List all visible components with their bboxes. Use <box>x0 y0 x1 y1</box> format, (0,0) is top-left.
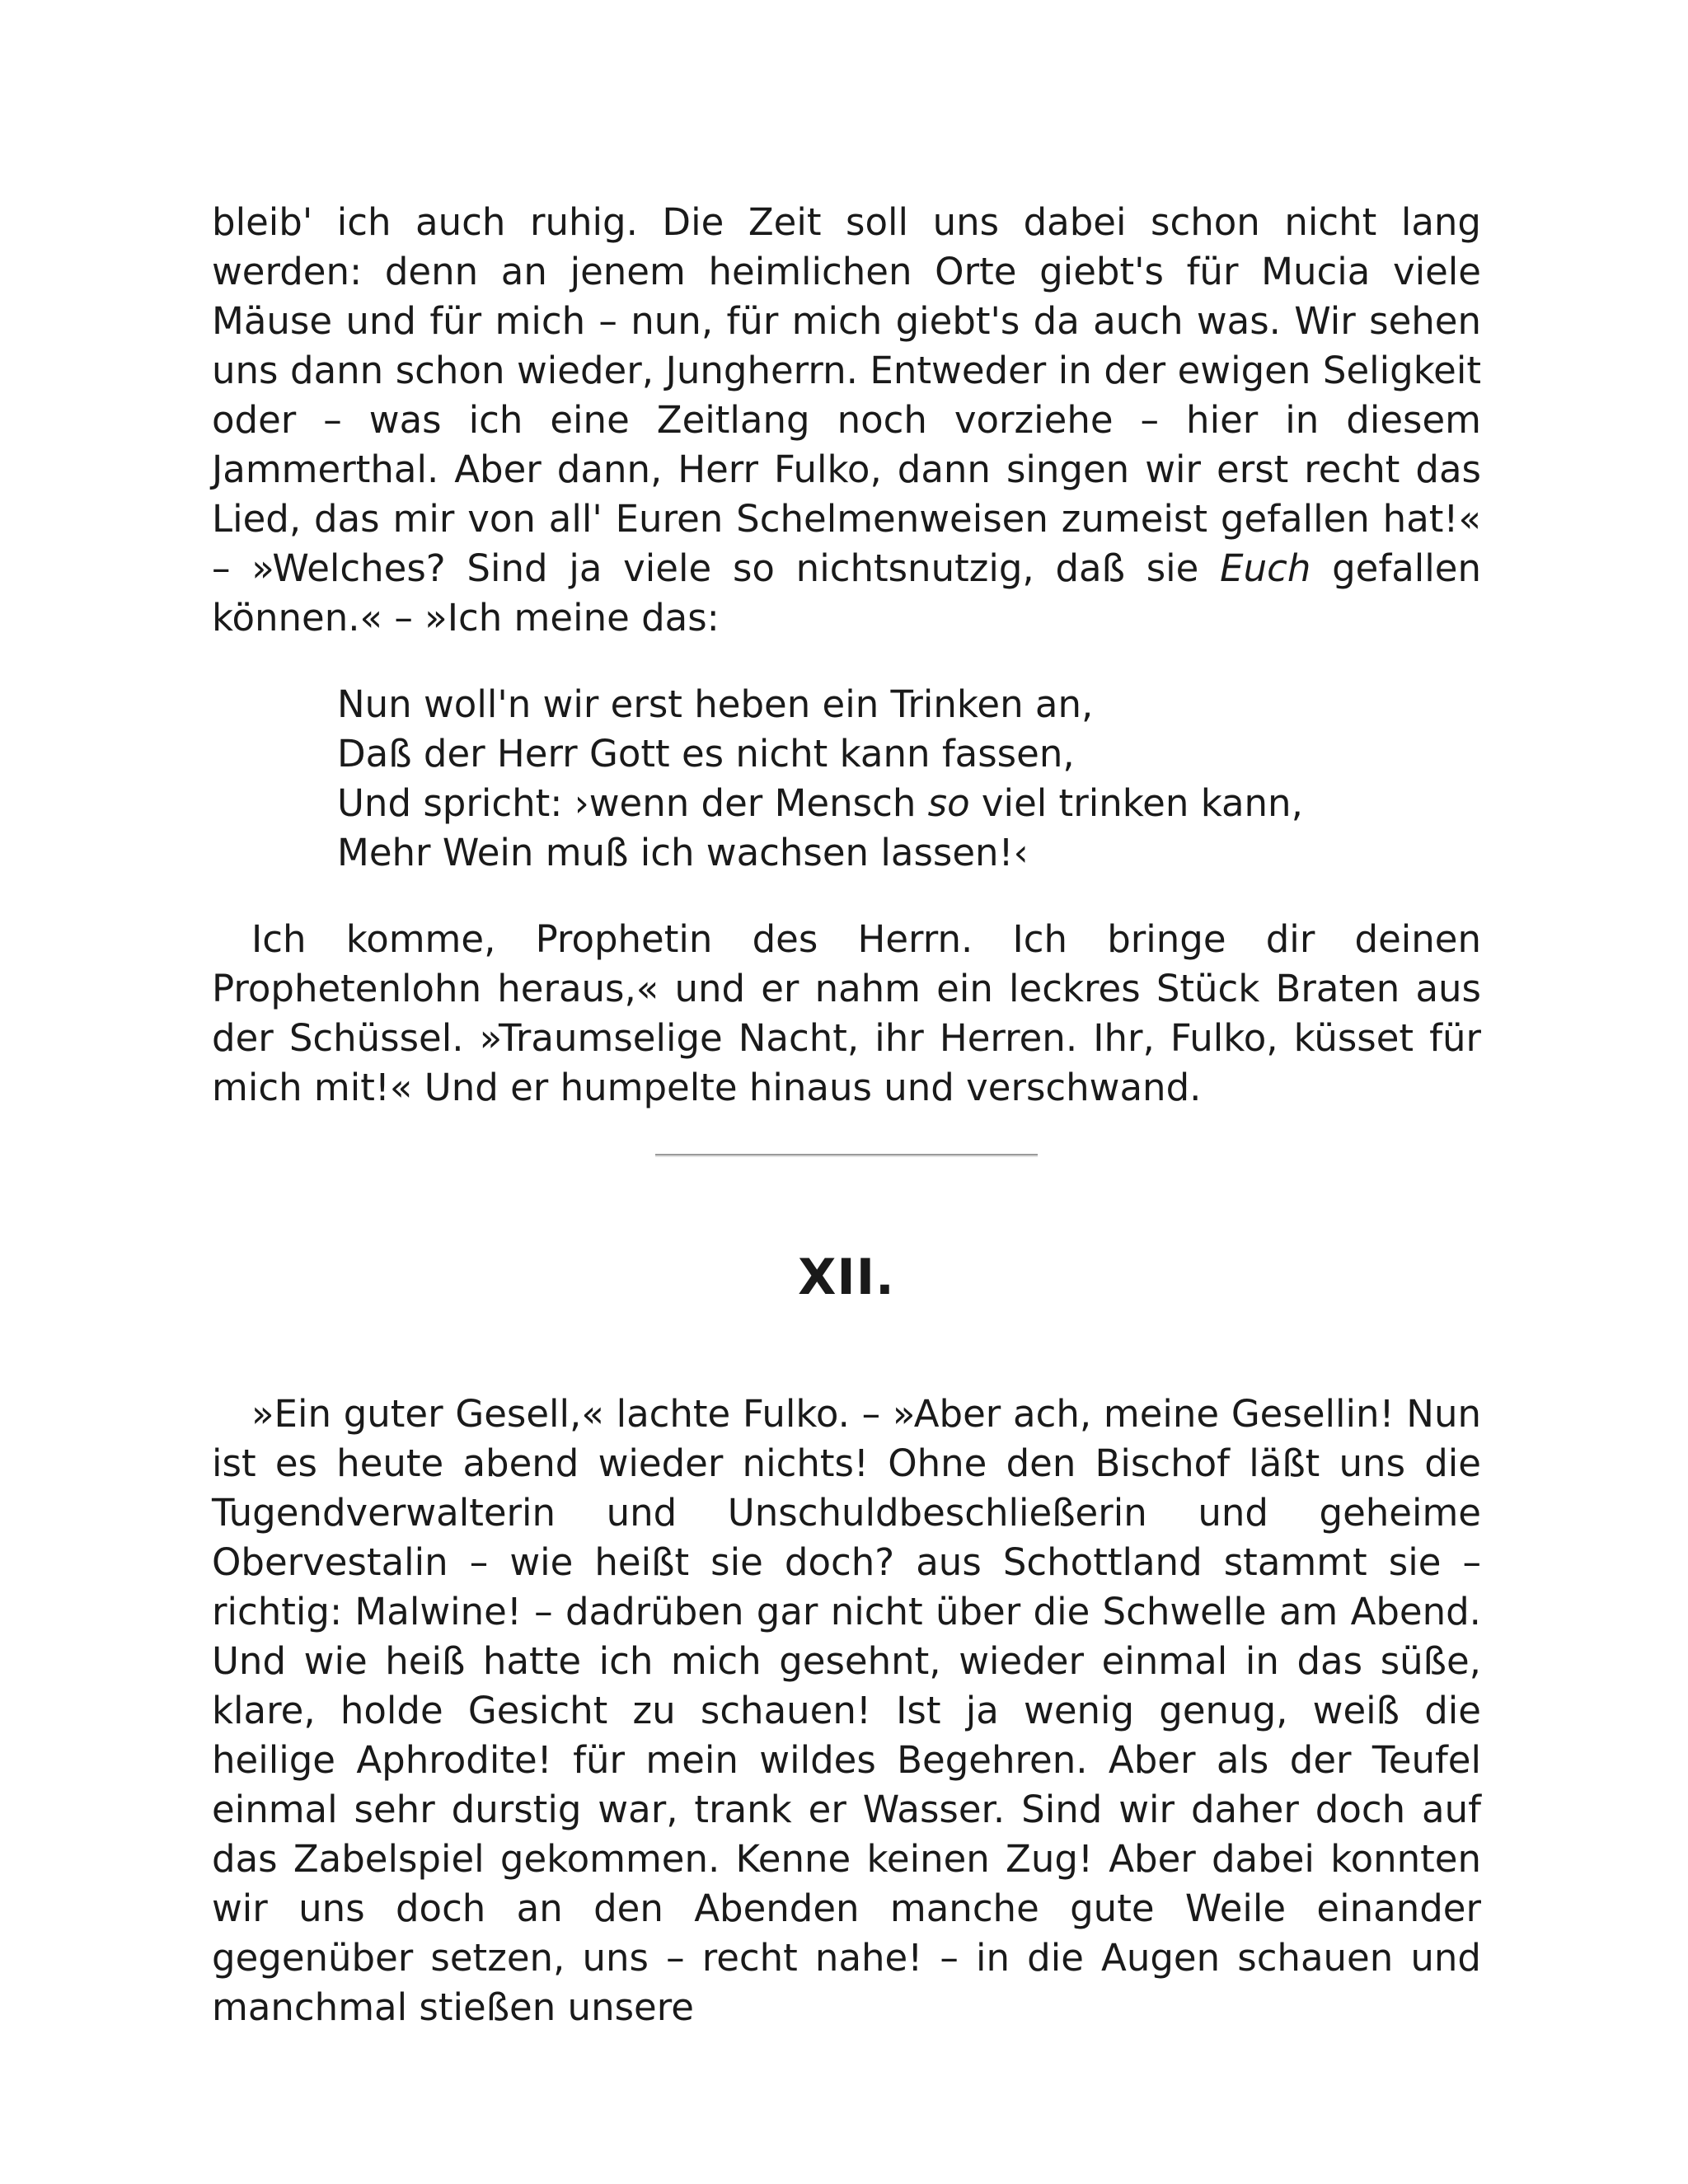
paragraph-prophet: Ich komme, Prophetin des Herrn. Ich bringe dir deinen Prophetenlohn heraus,« und er nahm ein leckres Stück Braten aus der Schüssel. »Traumselige Nacht, ihr Herren. Ihr, Fulko, küsset für mich mit!« Und er humpelte hinaus und verschwand. <box>212 917 1481 1109</box>
verse-line-1: Nun woll'n wir erst heben ein Trinken an, <box>337 682 1094 726</box>
section-divider <box>655 1154 1038 1157</box>
verse-line-3 <box>337 779 1481 828</box>
paragraph-text: bleib' ich auch ruhig. Die Zeit soll uns dabei schon nicht lang werden: denn an jenem heimlichen Orte giebt's für Mucia viele Mäuse und für mich – nun, für mich giebt's da auch was. Wir sehen uns dann schon wieder, Jungherrn. Entweder in der ewigen Seligkeit oder – was ich eine Zeitlang noch vorziehe – hier in diesem Jammerthal. Aber dann, Herr Fulko, dann singen wir erst recht das Lied, das mir von all' Euren Schelmenweisen zumeist gefallen hat!« – »Welches? Sind ja viele so nichtsnutzig, daß sie <box>212 200 1481 590</box>
verse-line-4: Mehr Wein muß ich wachsen lassen!‹ <box>337 831 1029 874</box>
emphasized-word: Euch <box>1220 546 1311 590</box>
verse-line-3-start: Und spricht: ›wenn der Mensch <box>337 781 928 825</box>
verse-block <box>337 680 1481 878</box>
chapter-heading: XII. <box>798 1249 895 1306</box>
paragraph-continuation <box>212 198 1481 643</box>
book-page <box>212 198 1481 2032</box>
verse-line-3-end: viel trinken kann, <box>969 781 1303 825</box>
paragraph-text-end: gefallen können.« – »Ich meine das: <box>212 546 1482 640</box>
verse-emphasized-word: so <box>927 781 970 825</box>
paragraph-chapter-start: »Ein guter Gesell,« lachte Fulko. – »Aber ach, meine Gesellin! Nun ist es heute abend wieder nichts! Ohne den Bischof läßt uns die Tugendverwalterin und Unschuldbeschließerin und geheime Obervestalin – wie heißt sie doch? aus Schottland stammt sie – richtig: Malwine! – dadrüben gar nicht über die Schwelle am Abend. Und wie heiß hatte ich mich gesehnt, wieder einmal in das süße, klare, holde Gesicht zu schauen! Ist ja wenig genug, weiß die heilige Aphrodite! für mein wildes Begehren. Aber als der Teufel einmal sehr durstig war, trank er Wasser. Sind wir daher doch auf das Zabelspiel gekommen. Kenne keinen Zug! Aber dabei konnten wir uns doch an den Abenden manche gute Weile einander gegenüber setzen, uns – recht nahe! – in die Augen schauen und manchmal stießen unsere <box>212 1392 1481 2029</box>
verse-line-2: Daß der Herr Gott es nicht kann fassen, <box>337 732 1075 776</box>
